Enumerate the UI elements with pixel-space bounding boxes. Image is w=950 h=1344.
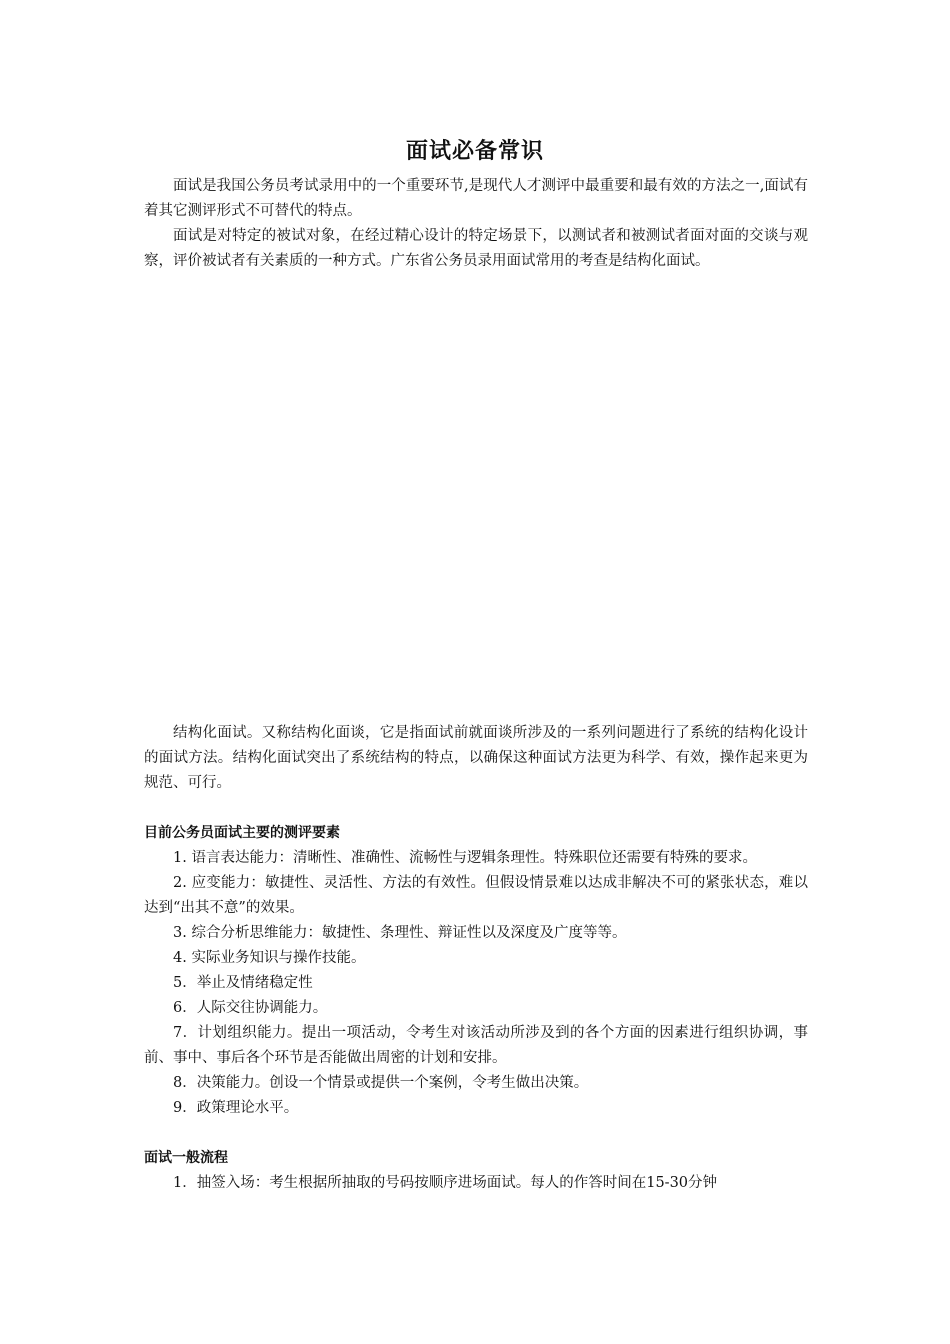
spacer bbox=[144, 796, 808, 821]
list-item: 1. 语言表达能力：清晰性、准确性、流畅性与逻辑条理性。特殊职位还需要有特殊的要求。 bbox=[173, 850, 757, 866]
list-item: 5．举止及情绪稳定性 bbox=[173, 975, 313, 991]
list-item: 1．抽签入场：考生根据所抽取的号码按顺序进场面试。每人的作答时间在15-30分钟 bbox=[173, 1175, 718, 1191]
page-title: 面试必备常识 bbox=[405, 139, 544, 164]
list-item: 3. 综合分析思维能力：敏捷性、条理性、辩证性以及深度及广度等等。 bbox=[173, 925, 627, 941]
intro-paragraph: 面试是我国公务员考试录用中的一个重要环节,是现代人才测评中最重要和最有效的方法之一,面试有着其它测评形式不可替代的特点。 bbox=[144, 178, 808, 219]
body-section bbox=[144, 721, 808, 1196]
section-heading-evaluation-factors: 目前公务员面试主要的测评要素 bbox=[144, 825, 340, 841]
list-item: 2. 应变能力：敏捷性、灵活性、方法的有效性。但假设情景难以达成非解决不可的紧张状态，难以达到“出其不意”的效果。 bbox=[144, 875, 808, 916]
intro-paragraph: 面试是对特定的被试对象，在经过精心设计的特定场景下，以测试者和被测试者面对面的交谈与观察，评价被试者有关素质的一种方式。广东省公务员录用面试常用的考查是结构化面试。 bbox=[144, 228, 808, 269]
list-item: 8．决策能力。创设一个情景或提供一个案例，令考生做出决策。 bbox=[173, 1075, 589, 1091]
list-item: 6．人际交往协调能力。 bbox=[173, 1000, 328, 1016]
list-item: 4. 实际业务知识与操作技能。 bbox=[173, 950, 366, 966]
structured-interview-paragraph: 结构化面试。又称结构化面谈，它是指面试前就面谈所涉及的一系列问题进行了系统的结构化设计的面试方法。结构化面试突出了系统结构的特点，以确保这种面试方法更为科学、有效，操作起来更为规范、可行。 bbox=[144, 725, 808, 791]
intro-section bbox=[144, 174, 808, 274]
list-item: 9．政策理论水平。 bbox=[173, 1100, 299, 1116]
section-heading-interview-process: 面试一般流程 bbox=[144, 1150, 228, 1166]
spacer bbox=[144, 1121, 808, 1146]
list-item: 7．计划组织能力。提出一项活动，令考生对该活动所涉及到的各个方面的因素进行组织协调，事前、事中、事后各个环节是否能做出周密的计划和安排。 bbox=[144, 1025, 808, 1066]
